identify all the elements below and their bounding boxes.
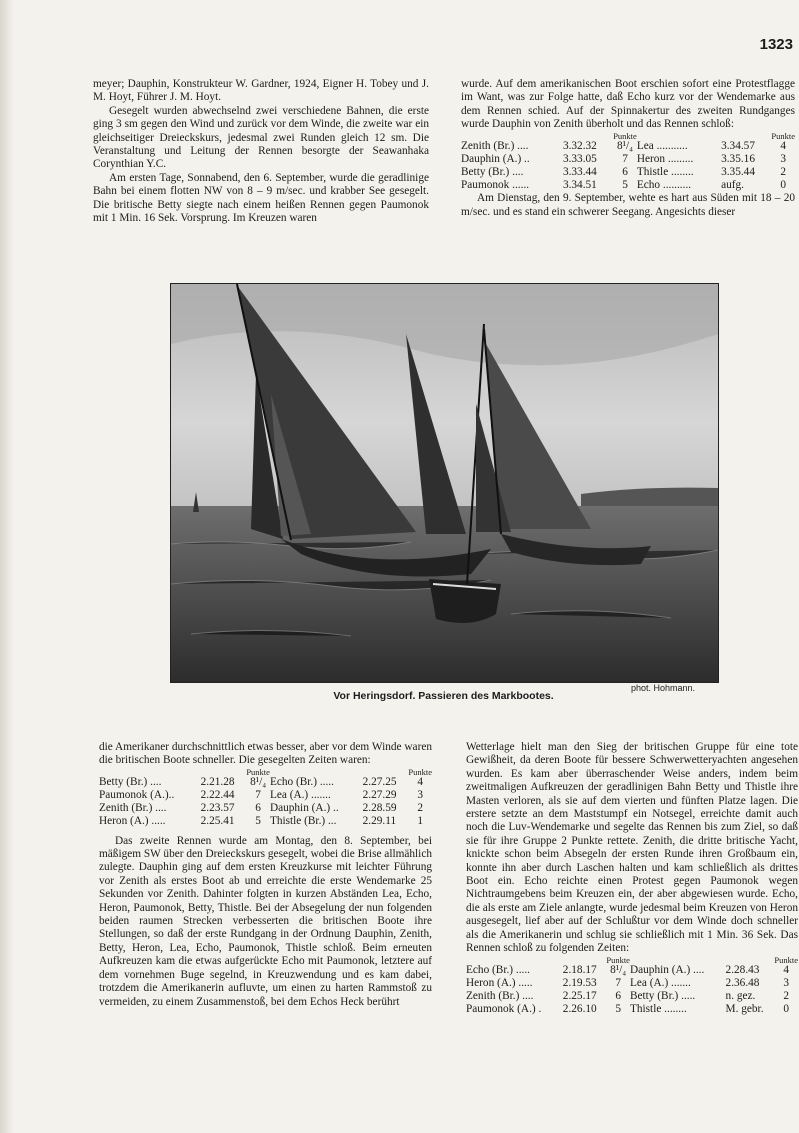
paragraph: die Amerikaner durchschnittlich etwas besser, aber vor dem Winde waren die britischen Boote schneller. Die gesegelten Zeiten waren: bbox=[99, 741, 432, 767]
paragraph: Wetterlage hielt man den Sieg der britischen Gruppe für eine tote Gewißheit, da deren Boote für bessere Schwerwetteryachten angesehen wurden. Es kam aber überraschender Weise anders, indem beim zweitmaligen Aufkreuzen der geradlinigen Bahn Betty und Thistle ihre Masten verloren, als sie auf dem vierten und fünften Platze lagen. Die erstere setzte an dem Maststumpf ein Notsegel, erreichte damit auch noch die Luv-Wendemarke und segelte das Rennen bis zum Ziel, so daß sie für ihre Gruppe 2 Punkte rettete. Zenith, die dritte britische Yacht, knickte schon beim Absegeln der ersten Runde ihren Großbaum ein, konnte ihn aber durch Laschen halten und kam schließlich als drittes Boot ein. Echo reichte einen Protest gegen Paumonok wegen Nichtraumgebens beim Kreuzen ein, der aber abgewiesen wurde. Echo, die als erste am Ziele anlangte, wurde jedesmal beim Kreuzen von Heron ausgesegelt, lief aber auf der Schlußtur vor dem Winde doch schneller als die Amerikanerin und schlug sie schließlich mit 1 Min. 36 Sek. Das Rennen schloß zu folgenden Zeiten: bbox=[466, 741, 798, 955]
results-table-second-race bbox=[466, 956, 798, 1017]
table-row: Zenith (Br.) .... 3.32.32 8¹/₄ Lea ........... 3.34.57 4 bbox=[461, 139, 787, 152]
photo-credit: phot. Hohmann. bbox=[631, 683, 696, 693]
points-header: Punkte bbox=[246, 766, 270, 777]
page-edge-shadow bbox=[0, 0, 14, 1133]
paragraph: Gesegelt wurden abwechselnd zwei verschiedene Bahnen, die erste ging 3 sm gegen den Wind und zurück vor dem Winde, die zweite war ein gleichseitiger Dreieckskurs, jedesmal zwei Runden gleich 12 sm. Die Veranstaltung und Leitung der Rennen besorgte der Seawanhaka Corynthian Y.C. bbox=[93, 104, 429, 171]
results-table-first-race-third bbox=[461, 132, 795, 193]
page-number: 1323 bbox=[759, 36, 793, 53]
table-row: Paumonok (A.).. 2.22.44 7 Lea (A.) ....... 2.27.29 3 bbox=[99, 789, 424, 802]
table-row: Heron (A.) ..... 2.25.41 5 Thistle (Br.) ... 2.29.11 1 bbox=[99, 815, 424, 828]
table-row: Zenith (Br.) .... 2.23.57 6 Dauphin (A.) .. 2.28.59 2 bbox=[99, 802, 424, 815]
column-top-left bbox=[93, 78, 429, 225]
points-header: Punkte bbox=[613, 130, 637, 141]
paragraph: Am ersten Tage, Sonnabend, den 6. September, wurde die geradlinige Bahn bei einem flotten NW von 8 – 9 m/sec. und krabber See gesegelt. Die britische Betty siegte nach einem heißen Rennen gegen Paumonok mit 1 Min. 16 Sek. Vorsprung. Im Kreuzen waren bbox=[93, 171, 429, 225]
column-bottom-right bbox=[466, 741, 798, 1016]
paragraph: Am Dienstag, den 9. September, wehte es hart aus Süden mit 18 – 20 m/sec. und es stand ein schwerer Seegang. Angesichts dieser bbox=[461, 192, 795, 218]
points-header: Punkte bbox=[771, 130, 795, 141]
points-header: Punkte bbox=[774, 954, 798, 965]
table-row: Dauphin (A.) .. 3.33.05 7 Heron ......... 3.35.16 3 bbox=[461, 152, 787, 165]
table-row: Heron (A.) ..... 2.19.53 7 Lea (A.) ....... 2.36.48 3 bbox=[466, 976, 790, 989]
table-row: Betty (Br.) .... 2.21.28 8¹/₄ Echo (Br.) ..... 2.27.25 4 bbox=[99, 775, 424, 788]
paragraph: Das zweite Rennen wurde am Montag, den 8. September, bei mäßigem SW über den Dreieckskurs gesegelt, wobei die Brise allmählich zulegte. Dauphin ging auf dem ersten Kreuzkurse mit leichter Führung vor Zenith als erstes Boot ab und erreichte die erste Wendemarke 25 Sekunden vor Zenith. Dahinter folgten in kurzen Abständen Lea, Echo, Heron, Paumonok, Betty, Thistle. Bei der Absegelung der nun folgenden beiden raumen Strecken verbesserten die britischen Boote ihre Stellungen, so daß der erste Rundgang in der Ordnung Dauphin, Zenith, Betty, Heron, Lea, Echo, Paumonok, Thistle schloß. Beim erneuten Aufkreuzen kam die etwas aufgerückte Echo mit Paumonok, letztere auf dem vornehmen Buge segelnd, in Kreuzwendung und es kam dabei, trotzdem die Amerikanerin aufluvte, um einen zu harten Rammstoß zu vermeiden, zu einem Zusammenstoß, bei dem Echos Heck berührt bbox=[99, 834, 432, 1008]
table-row: Paumonok (A.) . 2.26.10 5 Thistle ........ M. gebr. 0 bbox=[466, 1003, 790, 1016]
column-bottom-left bbox=[99, 741, 432, 1009]
table-row: Echo (Br.) ..... 2.18.17 8¹/₄ Dauphin (A.) .... 2.28.43 4 bbox=[466, 963, 790, 976]
results-table-first-race bbox=[99, 768, 432, 829]
figure-caption: Vor Heringsdorf. Passieren des Markbootes. bbox=[333, 690, 554, 702]
points-header: Punkte bbox=[606, 954, 630, 965]
sailing-photo bbox=[170, 283, 719, 683]
sailboats-image bbox=[171, 284, 718, 682]
points-header: Punkte bbox=[408, 766, 432, 777]
column-top-right bbox=[461, 78, 795, 219]
paragraph: wurde. Auf dem amerikanischen Boot erschien sofort eine Protestflagge im Want, was zur Folge hatte, daß Echo kurz vor der Wendemarke aus dem Rennen schied. Auf der Spinnakertur des zweiten Rundganges wurde Dauphin von Zenith überholt und das Rennen schloß: bbox=[461, 78, 795, 131]
table-row: Betty (Br.) .... 3.33.44 6 Thistle ........ 3.35.44 2 bbox=[461, 166, 787, 179]
table-row: Paumonok ...... 3.34.51 5 Echo .......... aufg. 0 bbox=[461, 179, 787, 192]
table-row: Zenith (Br.) .... 2.25.17 6 Betty (Br.) ..... n. gez. 2 bbox=[466, 989, 790, 1002]
paragraph: meyer; Dauphin, Konstrukteur W. Gardner, 1924, Eigner H. Tobey und J. M. Hoyt, Führer J. M. Hoyt. bbox=[93, 78, 429, 104]
